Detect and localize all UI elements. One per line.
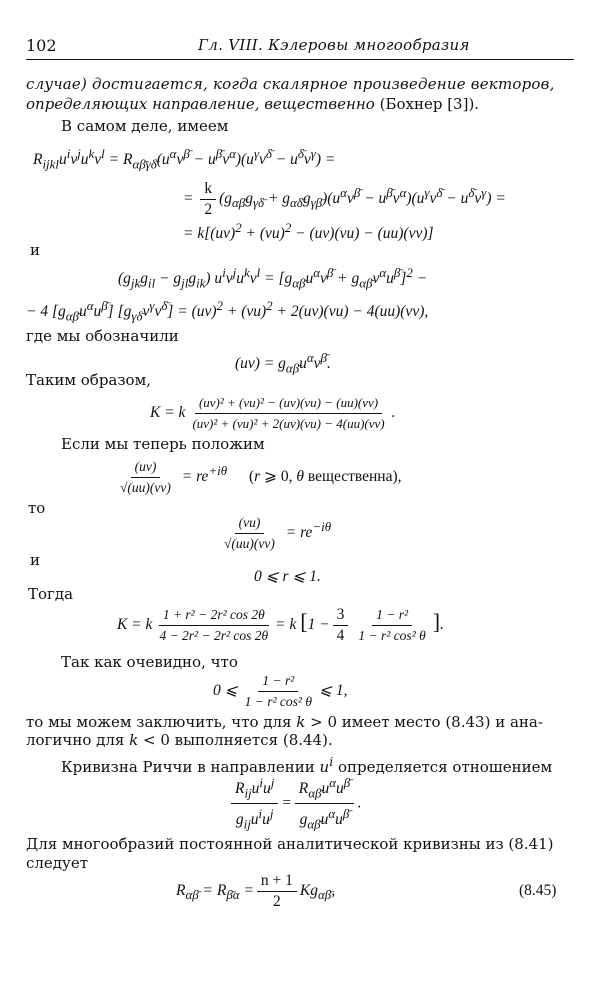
equation-1b: = $\frac{k}{2}$ $(g_{\alpha\betā}g_{\gamma\deltā} + g_{\alpha\deltā}g_{\gamma\betā})(u^\alpha v^{\betā} - u^{\betā}v^\alpha)(u^\gamma v^{\deltā} - u^{\deltā}v^\gamma)$ = [183,180,506,218]
text-if: Если мы теперь положим [61,435,265,453]
equation-7: K = k $\frac{\text{1 + r² − 2r² cos 2θ}}{\text{4 − 2r² − 2r² cos 2θ}}$ = k [1 − $\frac{3}{4}$ $\frac{\text{1 − r²}}{\text{1 − r² cos² θ}}$ ]. [117,606,444,644]
text-line-1: случае) достигается, когда скалярное произведение векторов, [26,75,555,93]
running-title: Гл. VIII. Кэлеровы многообразия [198,36,470,54]
text-conclusion-2: логично для k < 0 выполняется (8.44). [26,731,333,749]
equation-3: $(uv) = g_{\alpha\betā}u^\alpha v^{\betā}$. [235,350,331,376]
equation-6: 0 ⩽ r ⩽ 1. [254,568,321,585]
text-line-2: определяющих направление, вещественно (Бохнер [3]). [26,95,480,113]
equation-1a: $R_{ijkl}u^iv^ju^kv^l = R_{\alpha\betā\gamma\deltā}(u^\alpha v^{\betā} - u^{\betā}v^\alpha)(u^\gamma v^{\deltā} - u^{\deltā}v^\gamma)$ = [33,146,336,172]
text-where: где мы обозначили [26,327,179,345]
text-for-1: Для многообразий постоянной аналитической кривизны из (8.41) [26,835,554,853]
equation-4: $\frac{(uv)}{√(uu)(vv)}$ = $re^{+i\theta}$ (r ⩾ 0, θ вещественна), [120,459,402,495]
equation-K: K = k $\frac{\text{(uv)² + (vu)² − (uv)(vu) − (uu)(vv)}}{\text{(uv)² + (vu)² + 2(uv)(vu) − 4(uu)(vv)}}$ . [150,395,396,431]
text-since: Так как очевидно, что [61,653,238,671]
text-for-2: следует [26,854,89,872]
word-and-1: и [30,241,40,259]
equation-10: $R_{\alpha\betā} = R_{\betā\alpha}$ = $\frac{n + 1}{2}$ $Kg_{\alpha\betā}$, [176,872,336,910]
running-header [26,34,574,56]
word-then: то [28,499,46,517]
text-thus: Таким образом, [26,371,152,389]
equation-9: $\frac{R_{ij}u^iu^j}{g_{ij}u^iu^j}$ = $\frac{R_{\alpha\betā}u^\alpha u^{\betā}}{g_{\alpha\betā}u^\alpha u^{\betā}}$ . [228,774,361,834]
word-and-2: и [30,551,40,569]
text-hence: Тогда [28,585,74,603]
text-conclusion-1: то мы можем заключить, что для k > 0 имеет место (8.43) и ана- [26,713,543,731]
equation-8: 0 ⩽ $\frac{\text{1 − r²}}{\text{1 − r² cos² θ}}$ ⩽ 1, [213,673,348,709]
page-number: 102 [26,36,57,55]
equation-1c: = k[(uv)$^2$ + (vu)$^2$ − (uv)(vu) − (uu)(vv)] [183,220,434,243]
equation-2b: − 4 $[g_{\alpha\betā}u^\alpha u^{\betā}] [g_{\gamma\deltā}v^\gamma v^{\deltā}] = (uv)^2 + (vu)^2 + 2(uv)(vu) - 4(uu)(vv)$, [26,298,429,324]
equation-number: (8.45) [519,882,557,899]
text-ricci: Кривизна Риччи в направлении $u^i$ определяется отношением [61,754,553,776]
header-rule [26,59,574,60]
equation-2a: $(g_{jk}g_{il} - g_{jl}g_{ik}) u^iv^ju^kv^l = [g_{\alpha\betā}u^\alpha v^{\betā} + g_{\alpha\betā}v^\alpha u^{\betā}]^2$ − [118,265,428,291]
text-line-3: В самом деле, имеем [61,117,229,135]
equation-5: $\frac{(vu)}{√(uu)(vv)}$ = $re^{-i\theta}$ [224,515,332,551]
